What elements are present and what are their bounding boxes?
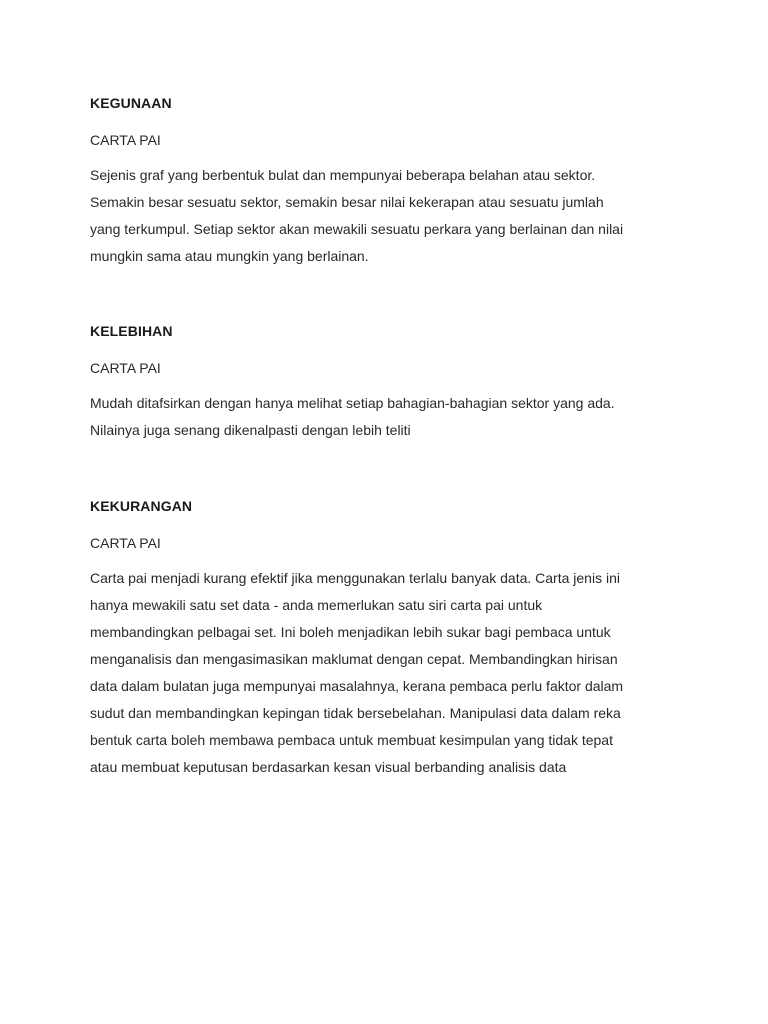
section-heading: KEGUNAAN [90, 95, 172, 111]
section-body [90, 162, 680, 270]
section-body [90, 565, 680, 781]
body-line: menganalisis dan mengasimasikan maklumat dengan cepat. Membandingkan hirisan [90, 651, 618, 667]
body-line: Mudah ditafsirkan dengan hanya melihat setiap bahagian-bahagian sektor yang ada. [90, 395, 615, 411]
section-kegunaan [90, 94, 680, 270]
body-line: sudut dan membandingkan kepingan tidak bersebelahan. Manipulasi data dalam reka [90, 705, 621, 721]
body-line: Carta pai menjadi kurang efektif jika menggunakan terlalu banyak data. Carta jenis ini [90, 570, 620, 586]
section-heading: KELEBIHAN [90, 323, 173, 339]
body-line: mungkin sama atau mungkin yang berlainan. [90, 248, 369, 264]
body-line: bentuk carta boleh membawa pembaca untuk membuat kesimpulan yang tidak tepat [90, 732, 613, 748]
body-line: Semakin besar sesuatu sektor, semakin besar nilai kekerapan atau sesuatu jumlah [90, 194, 604, 210]
section-kelebihan [90, 322, 680, 444]
section-subheading: CARTA PAI [90, 535, 161, 551]
body-line: yang terkumpul. Setiap sektor akan mewakili sesuatu perkara yang berlainan dan nilai [90, 221, 624, 237]
body-line: atau membuat keputusan berdasarkan kesan visual berbanding analisis data [90, 759, 567, 775]
body-line: Sejenis graf yang berbentuk bulat dan mempunyai beberapa belahan atau sektor. [90, 167, 596, 183]
body-line: Nilainya juga senang dikenalpasti dengan lebih teliti [90, 422, 411, 438]
section-subheading: CARTA PAI [90, 132, 161, 148]
section-kekurangan [90, 497, 680, 781]
section-body [90, 390, 680, 444]
body-line: data dalam bulatan juga mempunyai masalahnya, kerana pembaca perlu faktor dalam [90, 678, 624, 694]
body-line: membandingkan pelbagai set. Ini boleh menjadikan lebih sukar bagi pembaca untuk [90, 624, 611, 640]
section-heading: KEKURANGAN [90, 498, 193, 514]
section-subheading: CARTA PAI [90, 360, 161, 376]
body-line: hanya mewakili satu set data - anda memerlukan satu siri carta pai untuk [90, 597, 543, 613]
